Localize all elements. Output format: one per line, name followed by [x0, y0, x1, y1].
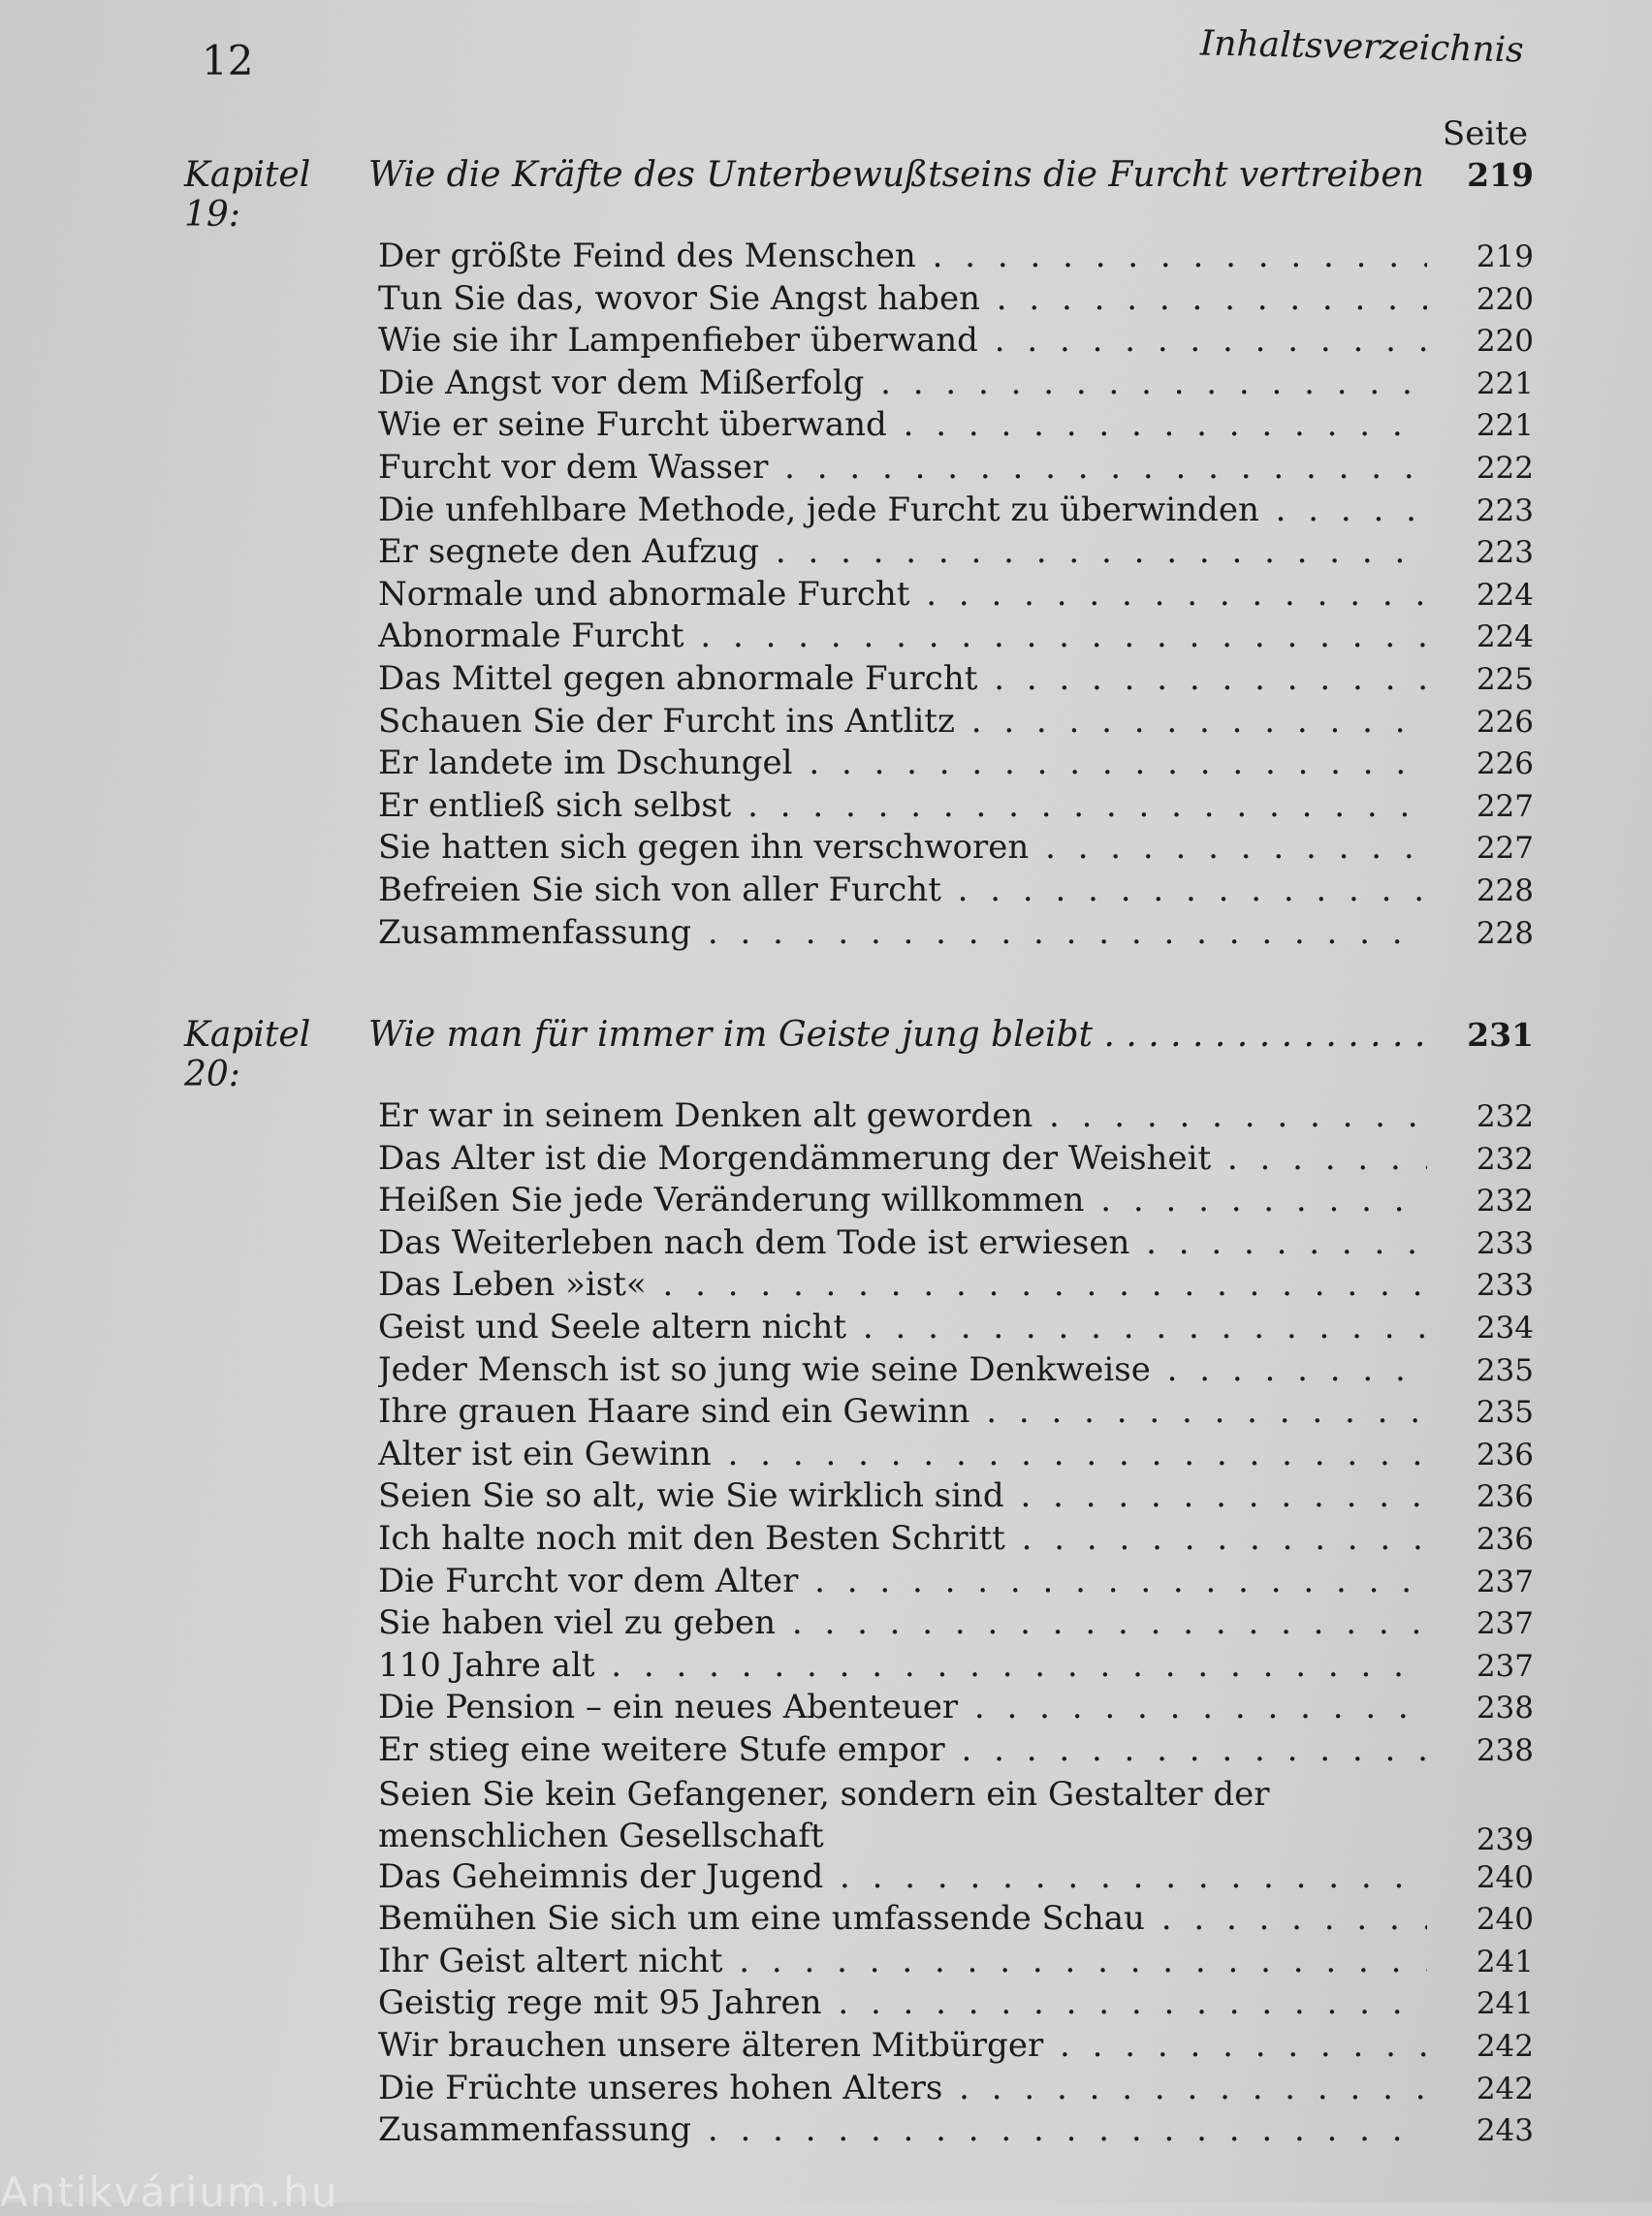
- section-title: Schauen Sie der Furcht ins Antlitz . . .: [378, 702, 1427, 741]
- section-page-number: 221: [1476, 408, 1534, 444]
- list-item: [378, 702, 1534, 744]
- list-item: [378, 491, 1534, 533]
- list-item: [378, 1688, 1534, 1730]
- section-page-number: 236: [1476, 1437, 1534, 1472]
- section-title: Seien Sie so alt, wie Sie wirklich sind . . .: [378, 1476, 1427, 1515]
- section-page-number: 238: [1476, 1691, 1534, 1726]
- section-page-number: 237: [1476, 1564, 1534, 1599]
- section-title: Das Weiterleben nach dem Tode ist erwiesen . . .: [378, 1223, 1427, 1262]
- section-title: Die Angst vor dem Mißerfolg . . .: [378, 364, 1427, 402]
- section-title: Bemühen Sie sich um eine umfassende Schau . . .: [378, 1899, 1427, 1938]
- section-page-number: 227: [1476, 788, 1534, 824]
- list-item: [378, 1181, 1534, 1223]
- section-page-number: 226: [1476, 704, 1534, 740]
- seite-label: Seite: [1442, 114, 1528, 153]
- list-item: [378, 786, 1534, 829]
- section-title: Seien Sie kein Gefangener, sondern ein Gestalter der menschlichen Gesellschaft: [378, 1774, 1270, 1855]
- section-page-number: 219: [1476, 239, 1534, 274]
- section-title: Zusammenfassung . . .: [378, 2110, 1427, 2149]
- section-page-number: 222: [1476, 450, 1534, 486]
- section-page-number: 223: [1476, 492, 1534, 528]
- section-title: Tun Sie das, wovor Sie Angst haben . . .: [378, 279, 1427, 318]
- section-page-number: 225: [1476, 661, 1534, 697]
- page-number: 12: [202, 37, 254, 84]
- section-title: Jeder Mensch ist so jung wie seine Denkweise . . .: [378, 1350, 1427, 1389]
- section-title: Alter ist ein Gewinn . . .: [378, 1435, 1427, 1473]
- section-page-number: 242: [1476, 2028, 1534, 2064]
- section-page-number: 236: [1476, 1522, 1534, 1558]
- section-title: Furcht vor dem Wasser . . .: [378, 448, 1427, 487]
- section-title: Wir brauchen unsere älteren Mitbürger . . .: [378, 2026, 1427, 2065]
- list-item: [378, 1392, 1534, 1435]
- section-title: Er war in seinem Denken alt geworden . . .: [378, 1096, 1427, 1135]
- section-list: [378, 237, 1534, 955]
- section-page-number: 232: [1476, 1141, 1534, 1177]
- section-page-number: 235: [1476, 1395, 1534, 1431]
- section-page-number: 241: [1476, 1986, 1534, 2022]
- section-title: Der größte Feind des Menschen . . .: [378, 237, 1427, 275]
- chapter-label: Kapitel 19:: [184, 155, 311, 235]
- section-page-number: 242: [1476, 2071, 1534, 2106]
- list-item: [378, 1562, 1534, 1604]
- list-item: [378, 1983, 1534, 2026]
- section-page-number: 241: [1476, 1944, 1534, 1979]
- section-page-number: 224: [1476, 577, 1534, 613]
- list-item: [378, 1603, 1534, 1646]
- section-title: Das Leben »ist« . . .: [378, 1265, 1427, 1304]
- chapter-heading: [184, 155, 1534, 235]
- list-item: [378, 2069, 1534, 2111]
- section-title: Heißen Sie jede Veränderung willkommen . . .: [378, 1181, 1427, 1219]
- section-page-number: 232: [1476, 1099, 1534, 1135]
- list-item: [378, 2110, 1534, 2153]
- chapter-title: Wie man für immer im Geiste jung bleibt . . .: [368, 1015, 1427, 1055]
- section-title: Ich halte noch mit den Besten Schritt . . .: [378, 1519, 1427, 1558]
- list-item: [378, 1730, 1534, 1773]
- section-page-number: 237: [1476, 1606, 1534, 1642]
- section-title: Ihr Geist altert nicht . . .: [378, 1942, 1427, 1980]
- list-item: [378, 1435, 1534, 1477]
- list-item: [378, 1139, 1534, 1182]
- section-title: Abnormale Furcht . . .: [378, 617, 1427, 655]
- section-title: Das Alter ist die Morgendämmerung der Weisheit . . .: [378, 1139, 1427, 1178]
- list-item: [378, 279, 1534, 322]
- section-page-number: 228: [1476, 915, 1534, 951]
- section-title: Die Furcht vor dem Alter . . .: [378, 1562, 1427, 1600]
- section-title: Die unfehlbare Methode, jede Furcht zu überwinden . . .: [378, 491, 1427, 529]
- list-item: [378, 828, 1534, 871]
- chapter-page-number: 219: [1467, 156, 1534, 194]
- section-title: Er stieg eine weitere Stufe empor . . .: [378, 1730, 1427, 1769]
- section-title: Ihre grauen Haare sind ein Gewinn . . .: [378, 1392, 1427, 1431]
- section-page-number: 243: [1476, 2113, 1534, 2149]
- section-page-number: 234: [1476, 1311, 1534, 1346]
- section-title: Er landete im Dschungel . . .: [378, 744, 1427, 782]
- section-title: Das Mittel gegen abnormale Furcht . . .: [378, 659, 1427, 698]
- list-item: [378, 659, 1534, 702]
- section-title: Befreien Sie sich von aller Furcht . . .: [378, 871, 1427, 909]
- list-item: [378, 913, 1534, 956]
- section-title: Er segnete den Aufzug . . .: [378, 532, 1427, 571]
- list-item: [378, 321, 1534, 364]
- list-item: [378, 1223, 1534, 1266]
- list-item: [378, 2026, 1534, 2069]
- section-title: Er entließ sich selbst . . .: [378, 786, 1427, 825]
- list-item: [378, 1942, 1534, 1984]
- section-page-number: 224: [1476, 619, 1534, 655]
- list-item: [378, 237, 1534, 279]
- list-item: [378, 532, 1534, 575]
- list-item: [378, 1350, 1534, 1393]
- watermark: Antikvárium.hu: [0, 2169, 339, 2216]
- section-list: [378, 1096, 1534, 2153]
- section-title: Das Geheimnis der Jugend . . .: [378, 1857, 1427, 1896]
- section-title: 110 Jahre alt . . .: [378, 1646, 1427, 1685]
- running-head: Inhaltsverzeichnis: [1199, 23, 1525, 71]
- section-page-number: 240: [1476, 1859, 1534, 1895]
- section-title: Sie hatten sich gegen ihn verschworen . . .: [378, 828, 1427, 867]
- list-item: [378, 1646, 1534, 1689]
- section-page-number: 240: [1476, 1902, 1534, 1938]
- section-title: Die Pension – ein neues Abenteuer . . .: [378, 1688, 1427, 1726]
- section-page-number: 220: [1476, 324, 1534, 360]
- section-page-number: 239: [1476, 1821, 1534, 1857]
- list-item: [378, 1308, 1534, 1350]
- list-item: [378, 405, 1534, 448]
- list-item: [378, 364, 1534, 406]
- section-title: Normale und abnormale Furcht . . .: [378, 575, 1427, 614]
- list-item: [378, 1899, 1534, 1942]
- section-title: Wie er seine Furcht überwand . . .: [378, 405, 1427, 444]
- section-page-number: 236: [1476, 1479, 1534, 1515]
- section-page-number: 235: [1476, 1352, 1534, 1388]
- section-title: Geistig rege mit 95 Jahren . . .: [378, 1983, 1427, 2022]
- section-page-number: 237: [1476, 1648, 1534, 1684]
- section-title: Sie haben viel zu geben . . .: [378, 1603, 1427, 1642]
- list-item: [378, 744, 1534, 786]
- list-item: [378, 575, 1534, 617]
- chapter-page-number: 231: [1467, 1016, 1534, 1055]
- section-page-number: 220: [1476, 281, 1534, 317]
- section-page-number: 228: [1476, 872, 1534, 908]
- list-item: [378, 1476, 1534, 1519]
- chapter-heading: [184, 1015, 1534, 1095]
- section-title: Geist und Seele altern nicht . . .: [378, 1308, 1427, 1346]
- section-page-number: 233: [1476, 1225, 1534, 1261]
- section-page-number: 221: [1476, 365, 1534, 401]
- list-item: [378, 617, 1534, 659]
- section-page-number: 226: [1476, 746, 1534, 782]
- list-item: [378, 1265, 1534, 1308]
- section-page-number: 233: [1476, 1268, 1534, 1304]
- section-title: Zusammenfassung . . .: [378, 913, 1427, 952]
- section-page-number: 227: [1476, 831, 1534, 867]
- chapter-label: Kapitel 20:: [184, 1015, 311, 1095]
- list-item: [378, 1857, 1534, 1900]
- section-title: Die Früchte unseres hohen Alters . . .: [378, 2069, 1427, 2107]
- section-page-number: 232: [1476, 1184, 1534, 1219]
- chapter-title: Wie die Kräfte des Unterbewußtseins die Furcht vertreiben . . .: [368, 155, 1427, 195]
- list-item: [378, 1519, 1534, 1562]
- section-page-number: 223: [1476, 535, 1534, 571]
- list-item: [378, 871, 1534, 913]
- table-of-contents: [184, 155, 1534, 2153]
- list-item: [378, 448, 1534, 491]
- section-page-number: 238: [1476, 1733, 1534, 1768]
- section-title: Wie sie ihr Lampenfieber überwand . . .: [378, 321, 1427, 360]
- list-item: [378, 1096, 1534, 1139]
- list-item: [378, 1773, 1534, 1857]
